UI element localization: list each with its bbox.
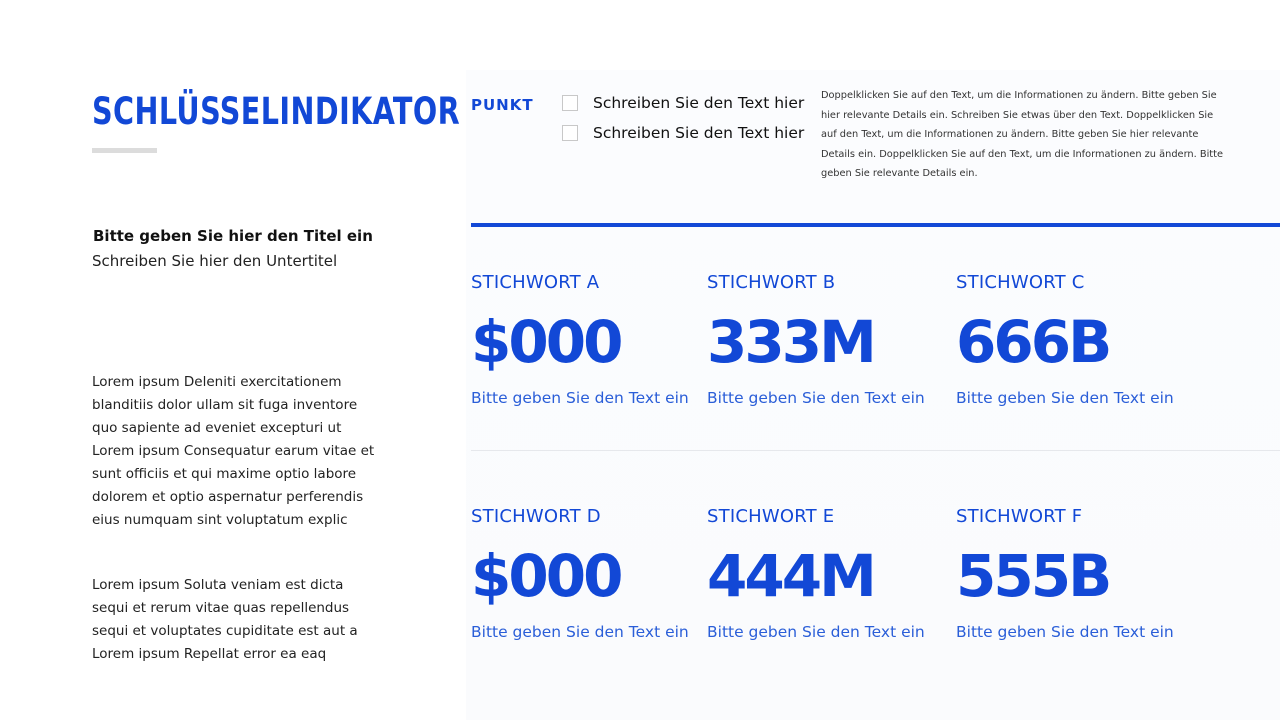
title-underline [92,148,157,153]
section-divider [471,223,1280,227]
kpi-value: $000 [471,542,621,610]
kpi-keyword: STICHWORT E [707,506,835,527]
kpi-keyword: STICHWORT A [471,272,600,293]
checklist-label: Schreiben Sie den Text hier [593,94,805,112]
checklist-item[interactable] [562,124,804,142]
kpi-caption: Bitte geben Sie den Text ein [956,623,1174,641]
body-paragraph: Lorem ipsum Repellat error ea eaq [92,646,327,662]
kpi-caption: Bitte geben Sie den Text ein [707,389,925,407]
kpi-card-d [471,506,711,641]
kpi-keyword: STICHWORT B [707,272,836,293]
checkbox[interactable] [562,125,578,141]
kpi-value: 555B [956,542,1110,610]
kpi-card-e [707,506,947,641]
kpi-value: $000 [471,308,621,376]
kpi-value: 444M [707,542,874,610]
checkbox[interactable] [562,95,578,111]
page-title: SCHLÜSSELINDIKATOR [92,90,461,133]
kpi-caption: Bitte geben Sie den Text ein [471,623,689,641]
checklist-label: Schreiben Sie den Text hier [593,124,805,142]
description-text: Doppelklicken Sie auf den Text, um die Informationen zu ändern. Bitte geben Sie hier relevante Details ein. Schreiben Sie etwas über den Text. Doppelklicken Sie auf den Text, um die Informationen zu ändern. Bitte geben Sie hier relevante Details ein. Doppelklicken Sie auf den Text, um die Informationen zu ändern. Bitte geben Sie relevante Details ein. [821,90,1224,179]
body-paragraph: Lorem ipsum Consequatur earum vitae et sunt officiis et qui maxime optio labore dolorem et optio aspernatur perferendis eius numquam sint voluptatum explic [92,443,375,528]
kpi-keyword: STICHWORT D [471,506,601,527]
kpi-card-c [956,272,1196,407]
row-divider [471,450,1280,451]
kpi-value: 666B [956,308,1110,376]
kpi-card-f [956,506,1196,641]
kpi-caption: Bitte geben Sie den Text ein [471,389,689,407]
kpi-card-a [471,272,711,407]
body-paragraph: Lorem ipsum Soluta veniam est dicta sequi et rerum vitae quas repellendus sequi et voluptates cupiditate est aut a [92,577,358,639]
checklist-item[interactable] [562,94,804,112]
kpi-caption: Bitte geben Sie den Text ein [707,623,925,641]
body-text-block-2 [92,574,382,666]
kpi-caption: Bitte geben Sie den Text ein [956,389,1174,407]
section-subtitle: Schreiben Sie hier den Untertitel [92,252,338,270]
kpi-card-b [707,272,947,407]
kpi-keyword: STICHWORT F [956,506,1083,527]
body-text-block-1 [92,371,382,532]
body-paragraph: Lorem ipsum Deleniti exercitationem blanditiis dolor ullam sit fuga inventore quo sapiente ad eveniet excepturi ut [92,374,358,436]
section-title: Bitte geben Sie hier den Titel ein [93,227,373,245]
punkt-label: PUNKT [471,96,534,114]
kpi-keyword: STICHWORT C [956,272,1085,293]
kpi-value: 333M [707,308,874,376]
